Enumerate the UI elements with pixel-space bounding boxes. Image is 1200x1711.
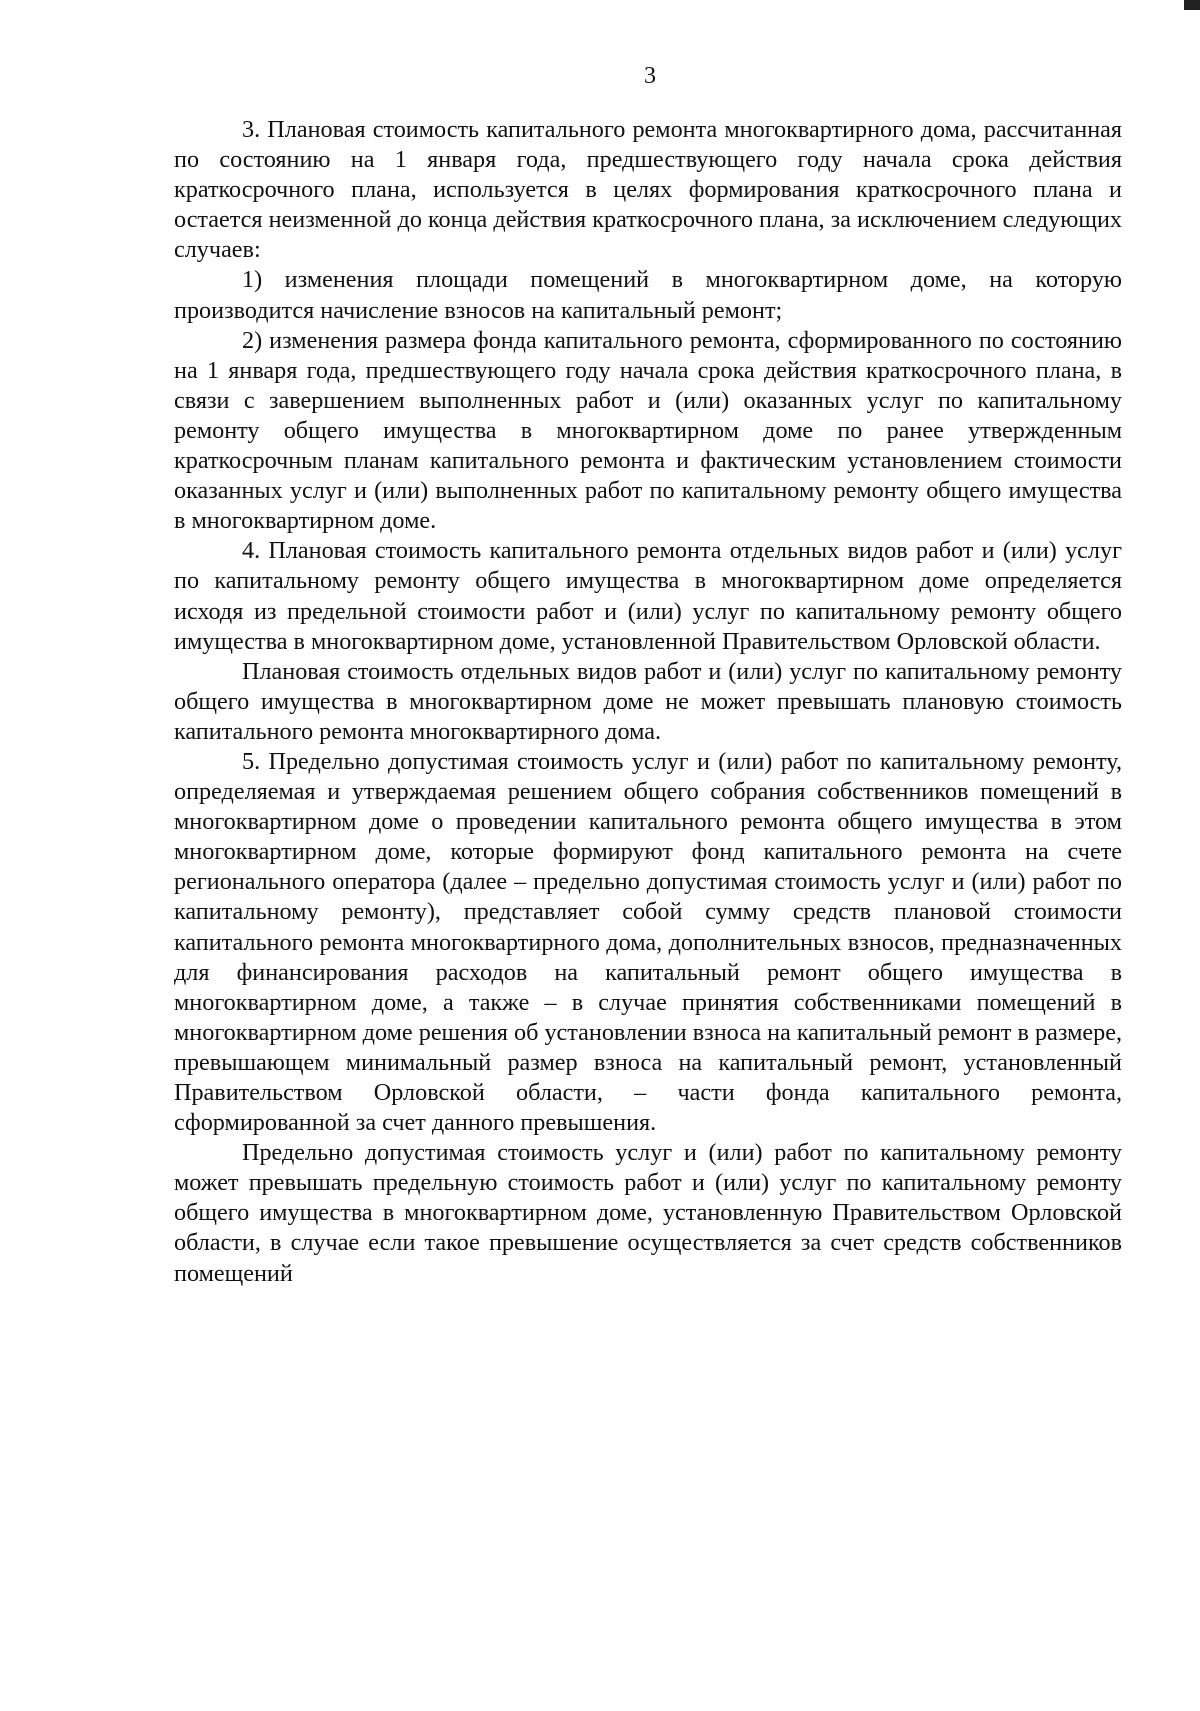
paragraph-4-note: Плановая стоимость отдельных видов работ и (или) услуг по капитальному ремонту общего имущества в многоквартирном доме не может превышать плановую стоимость капитального ремонта многоквартирного дома. [174, 657, 1122, 745]
page-number: 3 [644, 63, 656, 89]
scan-corner-mark [1184, 0, 1200, 10]
paragraph-3-item-1: 1) изменения площади помещений в многоквартирном доме, на которую производится начисление взносов на капитальный ремонт; [174, 266, 1122, 324]
paragraph-5: 5. Предельно допустимая стоимость услуг и (или) работ по капитальному ремонту, определяемая и утверждаемая решением общего собрания собственников помещений в многоквартирном доме о проведении капитального ремонта общего имущества в этом многоквартирном доме, которые формируют фонд капитального ремонта на счете регионального оператора (далее – предельно допустимая стоимость услуг и (или) работ по капитальному ремонту), представляет собой сумму средств плановой стоимости капитального ремонта многоквартирного дома, дополнительных взносов, предназначенных для финансирования расходов на капитальный ремонт общего имущества в многоквартирном доме, а также – в случае принятия собственниками помещений в многоквартирном доме решения об установлении взноса на капитальный ремонт в размере, превышающем минимальный размер взноса на капитальный ремонт, установленный Правительством Орловской области, – части фонда капитального ремонта, сформированной за счет данного превышения. [174, 747, 1122, 1137]
paragraph-5-note: Предельно допустимая стоимость услуг и (или) работ по капитальному ремонту может превышать предельную стоимость работ и (или) услуг по капитальному ремонту общего имущества в многоквартирном доме, установленную Правительством Орловской области, в случае если такое превышение осуществляется за счет средств собственников помещений [174, 1139, 1122, 1287]
paragraph-4: 4. Плановая стоимость капитального ремонта отдельных видов работ и (или) услуг по капитальному ремонту общего имущества в многоквартирном доме определяется исходя из предельной стоимости работ и (или) услуг по капитальному ремонту общего имущества в многоквартирном доме, установленной Правительством Орловской области. [174, 537, 1122, 655]
paragraph-3-item-2: 2) изменения размера фонда капитального ремонта, сформированного по состоянию на 1 января года, предшествующего году начала срока действия краткосрочного плана, в связи с завершением выполненных работ и (или) оказанных услуг по капитальному ремонту общего имущества в многоквартирном доме по ранее утвержденным краткосрочным планам капитального ремонта и фактическим установлением стоимости оказанных услуг и (или) выполненных работ по капитальному ремонту общего имущества в многоквартирном доме. [174, 326, 1122, 535]
document-body [174, 115, 1122, 1289]
paragraph-3: 3. Плановая стоимость капитального ремонта многоквартирного дома, рассчитанная по состоянию на 1 января года, предшествующего году начала срока действия краткосрочного плана, используется в целях формирования краткосрочного плана и остается неизменной до конца действия краткосрочного плана, за исключением следующих случаев: [174, 116, 1122, 264]
